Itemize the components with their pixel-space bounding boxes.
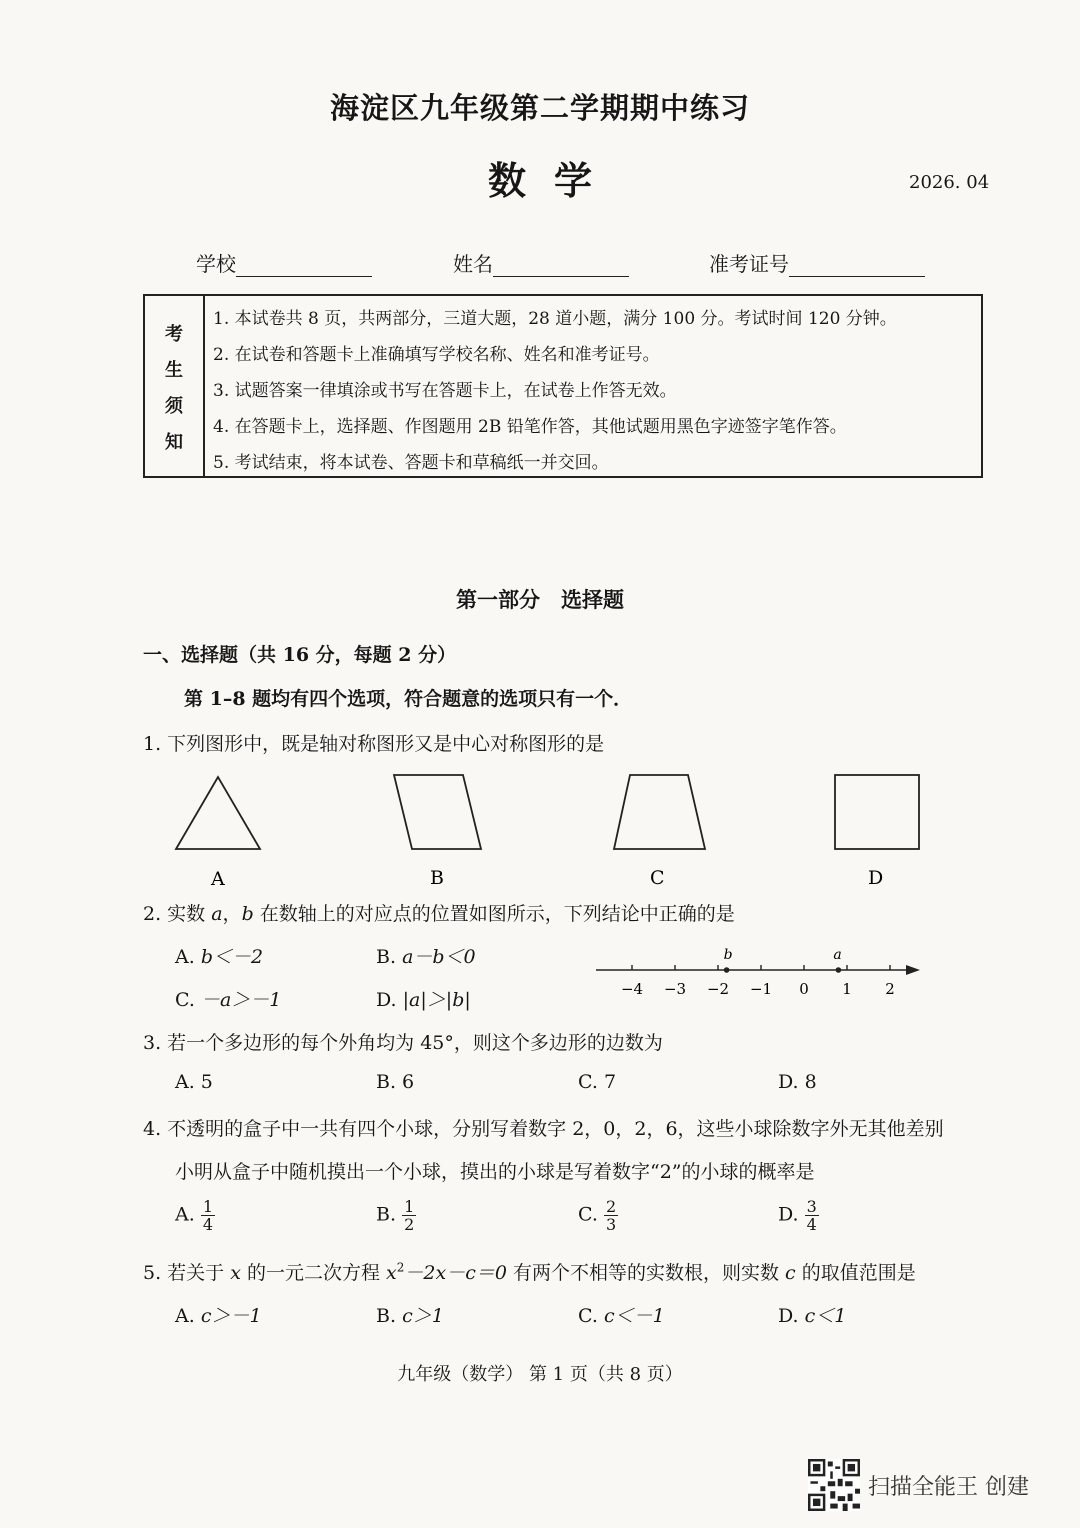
section-heading: 一、选择题（共 16 分，每题 2 分） — [143, 644, 457, 666]
q4-option-b-fraction — [402, 1198, 416, 1233]
numerator: 3 — [806, 1197, 817, 1216]
q4-option-c — [578, 1198, 618, 1233]
part-title: 第一部分 选择题 — [456, 587, 624, 612]
school-label: 学校 — [196, 252, 236, 276]
q5-stem-mid2: 有两个不相等的实数根，则实数 — [506, 1262, 786, 1284]
notice-item: 2. 在试卷和答题卡上准确填写学校名称、姓名和准考证号。 — [213, 345, 660, 365]
q2-comma: ， — [222, 903, 242, 925]
q2-option-d-expr: |a|＞|b| — [402, 989, 471, 1011]
figure-label-c: C — [650, 867, 665, 889]
q2-stem-prefix: 2. 实数 — [143, 903, 212, 925]
q3-option-b: B. 6 — [376, 1071, 415, 1093]
q5-stem-suffix: 的取值范围是 — [795, 1262, 916, 1284]
q5-equation-exponent: 2 — [396, 1260, 405, 1275]
q4-option-a-fraction — [201, 1198, 215, 1233]
notice-label — [145, 296, 205, 476]
q5-option-b — [376, 1301, 444, 1328]
name-label: 姓名 — [453, 252, 493, 276]
number-line-arrow-icon — [906, 965, 920, 975]
figure-label-b: B — [430, 867, 444, 889]
q3-option-d: D. 8 — [778, 1071, 817, 1093]
parallelogram-shape — [394, 775, 481, 849]
notice-item: 4. 在答题卡上，选择题、作图题用 2B 铅笔作答，其他试题用黑色字迹签字笔作答。 — [213, 417, 847, 437]
q2-option-b-letter: B. — [376, 946, 397, 968]
q2-option-b — [376, 942, 476, 969]
q5-option-b-letter: B. — [376, 1305, 397, 1327]
exam-id-blank — [789, 252, 925, 277]
exam-date: 2026. 04 — [909, 172, 990, 193]
notice-label-char: 考 — [165, 324, 183, 345]
denominator: 4 — [806, 1215, 817, 1234]
q5-stem-prefix: 5. 若关于 — [143, 1262, 231, 1284]
number-line-tick-label: 1 — [842, 980, 852, 998]
question-4-stem-line1: 4. 不透明的盒子中一共有四个小球，分别写着数字 2，0，2，6，这些小球除数字外无其他差别 — [143, 1118, 944, 1140]
notice-item: 3. 试题答案一律填涂或书写在答题卡上，在试卷上作答无效。 — [213, 381, 677, 401]
notice-box — [143, 294, 983, 478]
number-line-tick-label: 2 — [885, 980, 895, 998]
name-blank — [493, 252, 629, 277]
q5-var-c: c — [785, 1262, 796, 1284]
scanner-brand-text: 扫描全能王 创建 — [868, 1475, 1029, 1500]
q5-option-d-expr: c＜1 — [804, 1305, 847, 1327]
numerator: 2 — [605, 1197, 617, 1216]
point-b-label: b — [723, 947, 733, 963]
subject-title: 数学 — [487, 158, 620, 203]
section-instruction: 第 1–8 题均有四个选项，符合题意的选项只有一个． — [184, 688, 633, 710]
notice-item: 1. 本试卷共 8 页，共两部分，三道大题，28 道小题，满分 100 分。考试时间 120 分钟。 — [213, 309, 897, 329]
q5-option-d — [778, 1301, 846, 1328]
q5-option-a-expr: c＞－1 — [200, 1305, 262, 1327]
q4-option-d-letter: D. — [778, 1203, 799, 1226]
number-line-tick-label: −1 — [749, 980, 773, 998]
q5-option-b-expr: c＞1 — [402, 1305, 444, 1327]
number-line — [590, 940, 930, 1002]
q2-option-c-letter: C. — [175, 989, 195, 1011]
school-field — [196, 248, 372, 277]
exam-id-label: 准考证号 — [709, 252, 789, 276]
q5-option-d-letter: D. — [778, 1305, 799, 1327]
q5-equation-x: x — [386, 1262, 397, 1284]
figure-label-a: A — [211, 868, 225, 890]
q2-option-a-expr: b＜－2 — [200, 946, 264, 968]
q2-stem-suffix: 在数轴上的对应点的位置如图所示，下列结论中正确的是 — [253, 903, 735, 925]
q4-option-a — [175, 1198, 215, 1233]
q5-stem-mid: 的一元二次方程 — [240, 1262, 387, 1284]
q2-option-c-expr: －a＞－1 — [200, 989, 282, 1011]
exam-id-field — [709, 248, 925, 277]
numerator: 1 — [202, 1197, 213, 1216]
q5-option-a — [175, 1301, 262, 1328]
q4-option-b-letter: B. — [376, 1203, 397, 1226]
q5-option-c-letter: C. — [578, 1305, 598, 1327]
qr-code-icon — [808, 1459, 860, 1511]
number-line-tick-label: −4 — [620, 980, 644, 998]
notice-item: 5. 考试结束，将本试卷、答题卡和草稿纸一并交回。 — [213, 453, 609, 473]
q3-option-a: A. 5 — [175, 1071, 213, 1093]
q4-option-c-letter: C. — [578, 1203, 598, 1226]
q4-option-d-fraction — [805, 1198, 819, 1233]
q5-option-a-letter: A. — [175, 1305, 195, 1327]
question-1-figures — [150, 765, 950, 895]
q2-option-d-letter: D. — [376, 989, 397, 1011]
q2-option-b-expr: a－b＜0 — [402, 946, 476, 968]
number-line-tick-label: 0 — [799, 980, 809, 998]
q5-option-c — [578, 1301, 665, 1328]
notice-label-char: 须 — [165, 396, 183, 417]
square-shape — [835, 775, 919, 849]
q2-option-d — [376, 985, 471, 1012]
q2-var-a: a — [211, 903, 223, 925]
name-field — [453, 248, 629, 277]
question-4-stem-line2: 小明从盒子中随机摸出一个小球，摸出的小球是写着数字“2”的小球的概率是 — [175, 1161, 815, 1183]
notice-label-char: 生 — [165, 360, 183, 381]
exam-title: 海淀区九年级第二学期期中练习 — [329, 91, 750, 125]
question-1-stem: 1. 下列图形中，既是轴对称图形又是中心对称图形的是 — [143, 733, 605, 755]
page-footer: 九年级（数学） 第 1 页（共 8 页） — [397, 1364, 683, 1385]
point-a-dot — [836, 967, 842, 973]
denominator: 3 — [605, 1215, 617, 1234]
point-a-label: a — [833, 947, 842, 963]
q2-option-a-letter: A. — [175, 946, 195, 968]
question-2-stem — [143, 899, 735, 926]
figure-label-d: D — [868, 867, 884, 889]
denominator: 4 — [202, 1215, 213, 1234]
question-3-stem: 3. 若一个多边形的每个外角均为 45°，则这个多边形的边数为 — [143, 1032, 663, 1054]
q3-option-c: C. 7 — [578, 1071, 617, 1093]
triangle-shape — [176, 777, 260, 849]
point-b-dot — [724, 967, 730, 973]
q2-option-a — [175, 942, 263, 969]
denominator: 2 — [404, 1215, 415, 1234]
q2-option-c — [175, 985, 281, 1012]
q5-option-c-expr: c＜－1 — [603, 1305, 665, 1327]
notice-label-char: 知 — [165, 432, 183, 453]
q2-var-b: b — [241, 903, 254, 925]
trapezoid-shape — [614, 775, 705, 849]
number-line-tick-label: −2 — [706, 980, 730, 998]
q4-option-b — [376, 1198, 416, 1233]
q5-equation-rest: －2x－c＝0 — [404, 1262, 507, 1284]
numerator: 1 — [404, 1197, 415, 1216]
q5-var-x: x — [230, 1262, 241, 1284]
q4-option-d — [778, 1198, 819, 1233]
question-5-stem — [143, 1258, 916, 1285]
number-line-tick-label: −3 — [663, 980, 687, 998]
school-blank — [236, 252, 372, 277]
q4-option-c-fraction — [604, 1198, 618, 1233]
q4-option-a-letter: A. — [175, 1203, 195, 1226]
